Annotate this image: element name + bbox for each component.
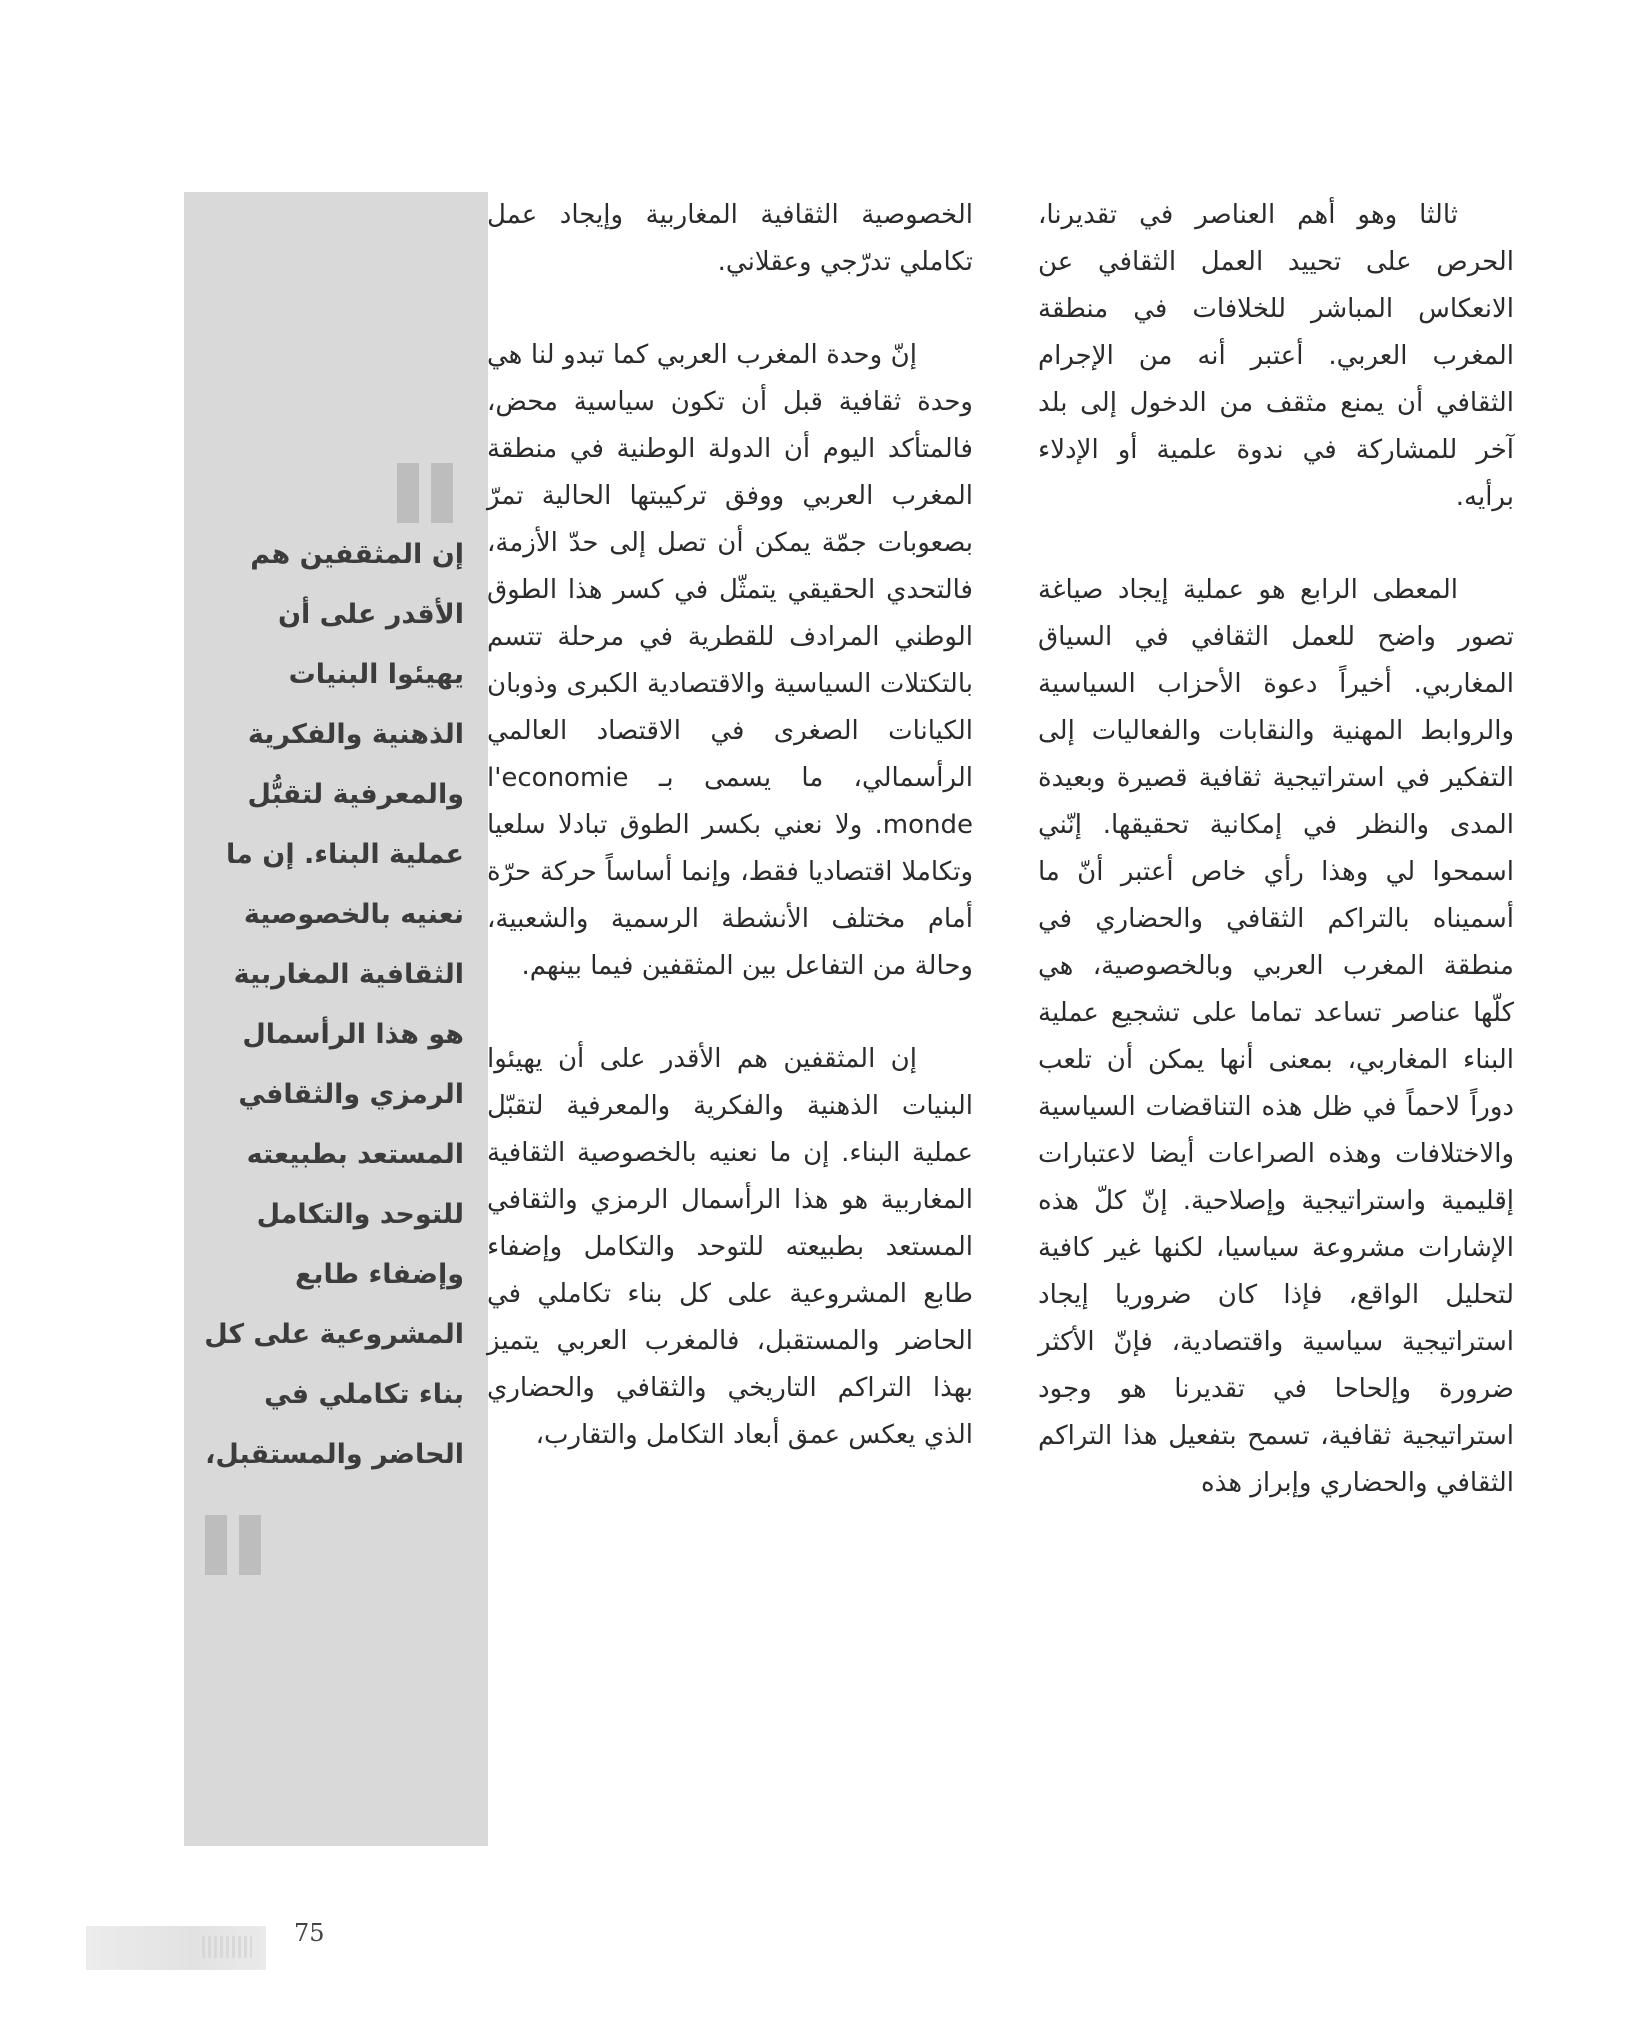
pullquote-line: عملية البناء. إن ما: [226, 839, 464, 870]
pullquote-line: المشروعية على كل: [204, 1319, 464, 1350]
paragraph: [1038, 192, 1514, 521]
pullquote-line: يهيئوا البنيات: [288, 659, 464, 690]
pullquote-line: للتوحد والتكامل: [256, 1199, 464, 1230]
pullquote-line: بناء تكاملي في: [264, 1379, 464, 1410]
paragraph-text: إن المثقفين هم الأقدر على أن يهيئوا البنيات الذهنية والفكرية والمعرفية لتقبّل عملية البناء. إن ما نعنيه بالخصوصية الثقافية المغاربية هو هذا الرأسمال الرمزي والثقافي المستعد بطبيعته للتوحد والتكامل وإضفاء طابع المشروعية على كل بناء تكاملي في الحاضر والمستقبل، فالمغرب العربي يتميز بهذا التراكم التاريخي والثقافي والحضاري الذي يعكس عمق أبعاد التكامل والتقارب،: [487, 1044, 973, 1450]
pullquote-line: وإضفاء طابع: [294, 1259, 464, 1290]
paragraph: [1038, 567, 1514, 1507]
paragraph-text: ثالثا وهو أهم العناصر في تقديرنا، الحرص على تحييد العمل الثقافي عن الانعكاس المباشر للخلافات في منطقة المغرب العربي. أعتبر أنه من الإجرام الثقافي أن يمنع مثقف من الدخول إلى بلد آخر للمشاركة في ندوة علمية أو الإدلاء برأيه.: [1038, 200, 1514, 512]
pullquote-line: الذهنية والفكرية: [247, 719, 464, 750]
middle-text-column: [487, 192, 973, 1459]
pullquote-line: الحاضر والمستقبل،: [205, 1439, 464, 1470]
pullquote-line: هو هذا الرأسمال: [242, 1019, 464, 1050]
pullquote: [196, 525, 464, 1485]
footer-decoration: [86, 1926, 266, 1970]
open-quote-icon: [397, 463, 459, 523]
pullquote-line: المستعد بطبيعته: [246, 1139, 464, 1170]
pullquote-line: إن المثقفين هم: [250, 539, 464, 570]
pullquote-line: الأقدر على أن: [277, 599, 464, 630]
page-number: 75: [294, 1919, 325, 1947]
paragraph: [487, 1036, 973, 1459]
pullquote-line: الثقافية المغاربية: [233, 959, 464, 990]
pullquote-line: الرمزي والثقافي: [238, 1079, 464, 1110]
paragraph-text: الخصوصية الثقافية المغاربية وإيجاد عمل تكاملي تدرّجي وعقلاني.: [487, 200, 973, 277]
pullquote-line: نعنيه بالخصوصية: [243, 899, 464, 930]
paragraph: [487, 192, 973, 286]
paragraph: [487, 332, 973, 990]
pullquote-line: والمعرفية لتقبُّل: [247, 779, 464, 810]
right-text-column: [1038, 192, 1514, 1507]
paragraph-text: إنّ وحدة المغرب العربي كما تبدو لنا هي وحدة ثقافية قبل أن تكون سياسية محض، فالمتأكد اليوم أن الدولة الوطنية في منطقة المغرب العربي ووفق تركيبتها الحالية تمرّ بصعوبات جمّة يمكن أن تصل إلى حدّ الأزمة، فالتحدي الحقيقي يتمثّل في كسر هذا الطوق الوطني المرادف للقطرية في مرحلة تتسم بالتكتلات السياسية والاقتصادية الكبرى وذوبان الكيانات الصغرى في الاقتصاد العالمي الرأسمالي، ما يسمى بـ l'economie monde. ولا نعني بكسر الطوق تبادلا سلعيا وتكاملا اقتصاديا فقط، وإنما أساساً حركة حرّة أمام مختلف الأنشطة الرسمية والشعبية، وحالة من التفاعل بين المثقفين فيما بينهم.: [487, 340, 973, 981]
paragraph-text: المعطى الرابع هو عملية إيجاد صياغة تصور واضح للعمل الثقافي في السياق المغاربي. أخيراً دعوة الأحزاب السياسية والروابط المهنية والنقابات والفعاليات إلى التفكير في استراتيجية ثقافية قصيرة وبعيدة المدى والنظر في إمكانية تحقيقها. إنّني اسمحوا لي وهذا رأي خاص أعتبر أنّ ما أسميناه بالتراكم الثقافي والحضاري في منطقة المغرب العربي وبالخصوصية، هي كلّها عناصر تساعد تماما على تشجيع عملية البناء المغاربي، بمعنى أنها يمكن أن تلعب دوراً لاحماً في ظل هذه التناقضات السياسية والاختلافات وهذه الصراعات أيضا لاعتبارات إقليمية واستراتيجية وإصلاحية. إنّ كلّ هذه الإشارات مشروعة سياسيا، لكنها غير كافية لتحليل الواقع، فإذا كان ضروريا إيجاد استراتيجية سياسية واقتصادية، فإنّ الأكثر ضرورة وإلحاحا في تقديرنا هو وجود استراتيجية ثقافية، تسمح بتفعيل هذا التراكم الثقافي والحضاري وإبراز هذه: [1038, 575, 1514, 1498]
close-quote-icon: [205, 1515, 267, 1575]
